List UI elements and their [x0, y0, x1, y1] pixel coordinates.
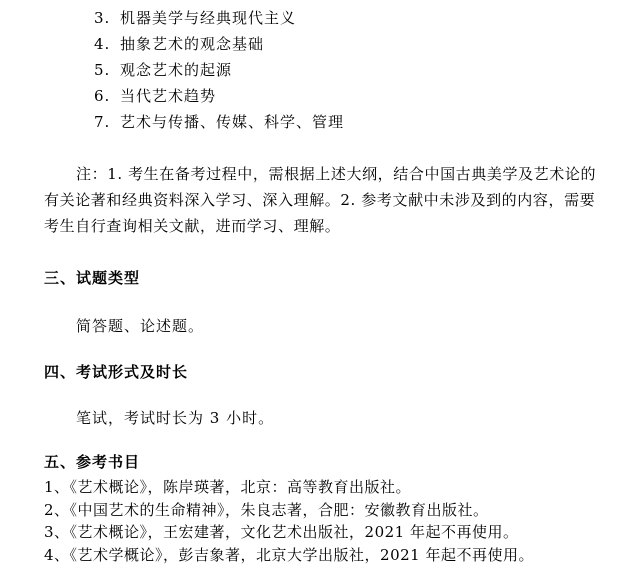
outline-item-number: 5.: [94, 61, 111, 79]
outline-item-text: 当代艺术趋势: [120, 87, 217, 105]
outline-item-text: 艺术与传播、传媒、科学、管理: [120, 113, 345, 131]
outline-item: [94, 8, 296, 28]
reference-item: 1、《艺术概论》，陈岸瑛著，北京：高等教育出版社。: [44, 478, 412, 496]
outline-item: [94, 86, 216, 106]
outline-item: [94, 34, 264, 54]
outline-item-text: 抽象艺术的观念基础: [120, 35, 265, 53]
section-heading-exam-format: 四、考试形式及时长: [44, 363, 189, 381]
section-heading-references: 五、参考书目: [44, 453, 141, 471]
reference-item: 4、《艺术学概论》，彭吉象著，北京大学出版社，2021 年起不再使用。: [44, 546, 534, 564]
outline-item-number: 4.: [94, 35, 111, 53]
section-heading-question-types: 三、试题类型: [44, 269, 141, 287]
note-line-1: 注：1. 考生在备考过程中，需根据上述大纲，结合中国古典美学及艺术论的: [76, 165, 597, 183]
outline-item-number: 3.: [94, 9, 111, 27]
outline-item-text: 观念艺术的起源: [120, 61, 233, 79]
outline-item: [94, 112, 344, 132]
note-line-2: 有关论著和经典资料深入学习、深入理解。2. 参考文献中未涉及到的内容，需要: [44, 191, 596, 209]
reference-item: 3、《艺术概论》，王宏建著，文化艺术出版社，2021 年起不再使用。: [44, 523, 519, 541]
outline-item: [94, 60, 232, 80]
note-line-3: 考生自行查询相关文献，进而学习、理解。: [44, 217, 341, 235]
outline-item-number: 6.: [94, 87, 111, 105]
outline-item-text: 机器美学与经典现代主义: [120, 9, 297, 27]
section-body-question-types: 简答题、论述题。: [76, 317, 205, 335]
section-body-exam-format: 笔试，考试时长为 3 小时。: [76, 409, 275, 427]
reference-item: 2、《中国艺术的生命精神》，朱良志著，合肥：安徽教育出版社。: [44, 501, 489, 519]
outline-item-number: 7.: [94, 113, 111, 131]
